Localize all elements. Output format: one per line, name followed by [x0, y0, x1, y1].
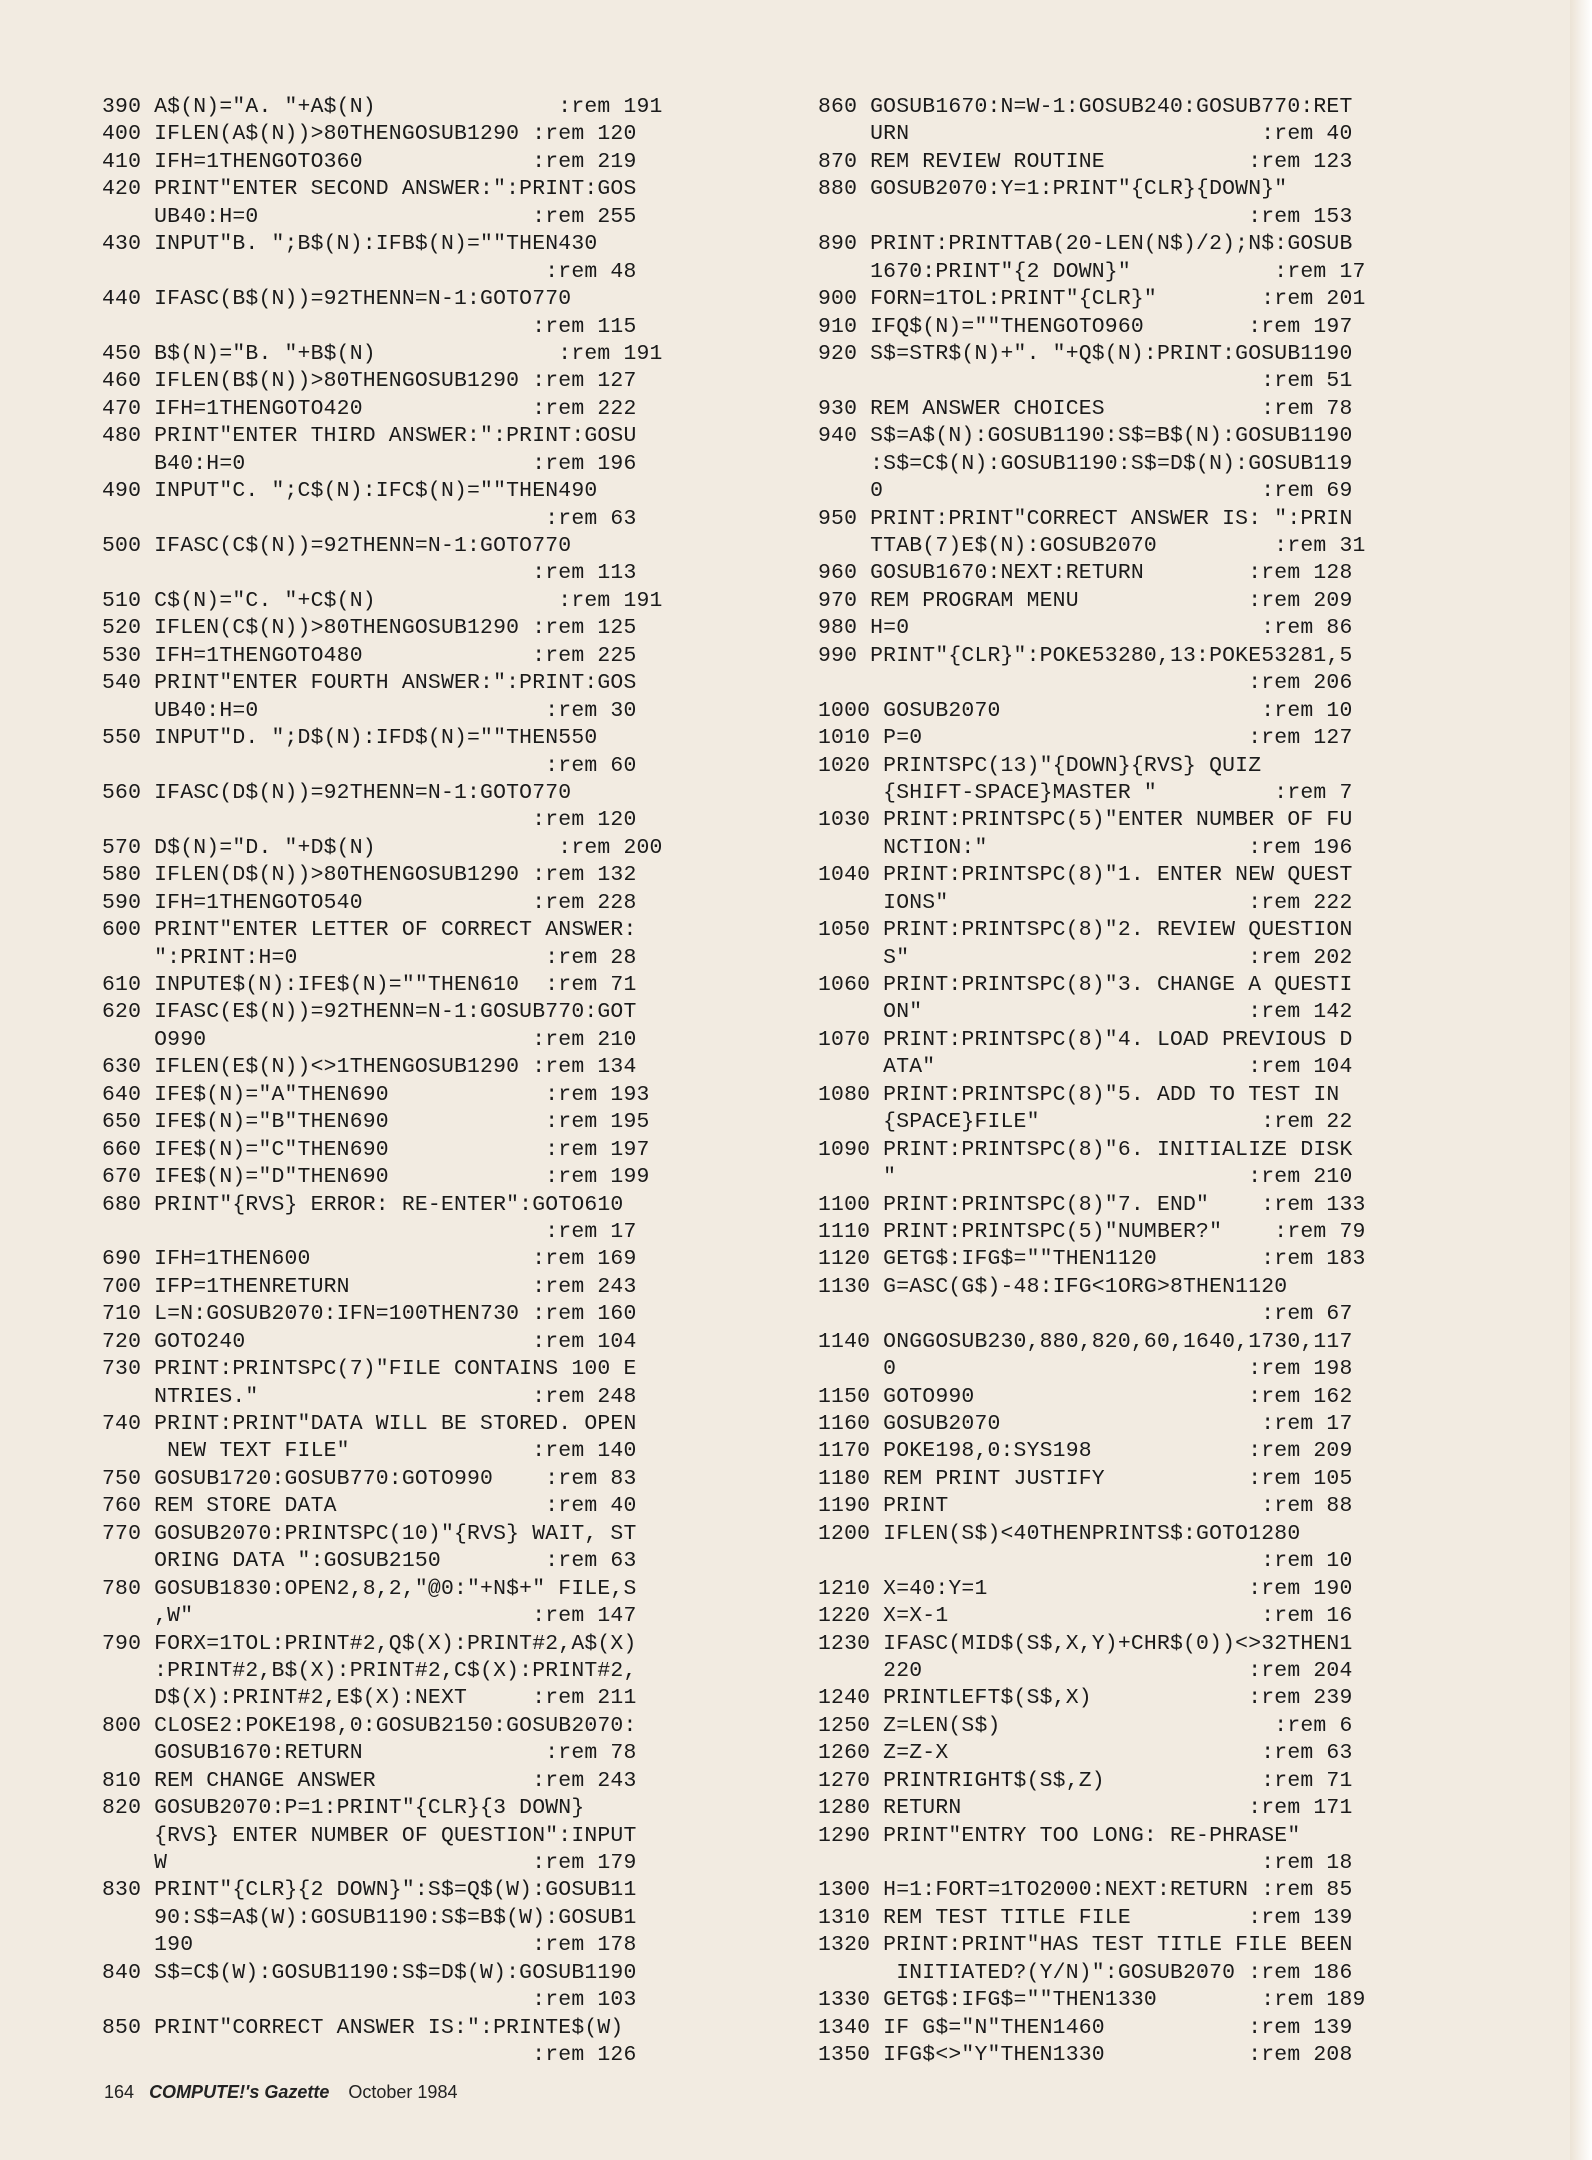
issue-date: October 1984: [348, 2082, 458, 2102]
code-line: :rem 113: [102, 561, 637, 586]
code-line: 1210 X=40:Y=1 :rem 190: [818, 1576, 1353, 1601]
page-number: 164: [104, 2082, 135, 2102]
code-line: :rem 120: [102, 808, 637, 833]
code-line: 540 PRINT"ENTER FOURTH ANSWER:":PRINT:GOS: [102, 671, 637, 696]
code-line: 1170 POKE198,0:SYS198 :rem 209: [818, 1439, 1353, 1464]
code-line: :S$=C$(N):GOSUB1190:S$=D$(N):GOSUB119: [818, 451, 1353, 476]
code-line: 420 PRINT"ENTER SECOND ANSWER:":PRINT:GOS: [102, 177, 637, 202]
code-line: UB40:H=0 :rem 30: [102, 698, 637, 723]
code-line: 970 REM PROGRAM MENU :rem 209: [818, 588, 1353, 613]
code-line: B40:H=0 :rem 196: [102, 451, 637, 476]
code-line: 640 IFE$(N)="A"THEN690 :rem 193: [102, 1082, 650, 1107]
code-line: 90:S$=A$(W):GOSUB1190:S$=B$(W):GOSUB1: [102, 1905, 637, 1930]
code-line: 720 GOTO240 :rem 104: [102, 1329, 637, 1354]
code-line: 1040 PRINT:PRINTSPC(8)"1. ENTER NEW QUEST: [818, 863, 1353, 888]
code-line: {SHIFT-SPACE}MASTER " :rem 7: [818, 780, 1353, 805]
code-line: 780 GOSUB1830:OPEN2,8,2,"@0:"+N$+" FILE,S: [102, 1576, 637, 1601]
code-line: 590 IFH=1THENGOTO540 :rem 228: [102, 890, 637, 915]
code-line: 1260 Z=Z-X :rem 63: [818, 1741, 1353, 1766]
code-line: 800 CLOSE2:POKE198,0:GOSUB2150:GOSUB2070:: [102, 1713, 637, 1738]
code-line: :rem 51: [818, 369, 1353, 394]
code-line: 220 :rem 204: [818, 1658, 1353, 1683]
code-line: :rem 103: [102, 1988, 637, 2013]
code-line: 1250 Z=LEN(S$) :rem 6: [818, 1713, 1353, 1738]
code-line: 410 IFH=1THENGOTO360 :rem 219: [102, 149, 637, 174]
code-line: 620 IFASC(E$(N))=92THENN=N-1:GOSUB770:GOT: [102, 1000, 637, 1025]
page-footer: [104, 2082, 457, 2103]
code-line: 1030 PRINT:PRINTSPC(5)"ENTER NUMBER OF FU: [818, 808, 1353, 833]
code-line: 1140 ONGGOSUB230,880,820,60,1640,1730,117: [818, 1329, 1353, 1354]
page-edge: [1570, 0, 1592, 2160]
code-line: 940 S$=A$(N):GOSUB1190:S$=B$(N):GOSUB1190: [818, 424, 1353, 449]
code-line: INITIATED?(Y/N)":GOSUB2070 :rem 186: [818, 1960, 1353, 1985]
code-line: 460 IFLEN(B$(N))>80THENGOSUB1290 :rem 127: [102, 369, 637, 394]
code-line: 1300 H=1:FORT=1TO2000:NEXT:RETURN :rem 85: [818, 1878, 1353, 1903]
code-line: 1060 PRINT:PRINTSPC(8)"3. CHANGE A QUESTI: [818, 973, 1353, 997]
code-line: TTAB(7)E$(N):GOSUB2070 :rem 31: [818, 534, 1366, 558]
code-line: 1020 PRINTSPC(13)"{DOWN}{RVS} QUIZ: [818, 753, 1262, 778]
code-line: 820 GOSUB2070:P=1:PRINT"{CLR}{3 DOWN}: [102, 1796, 585, 1821]
code-line: :rem 63: [102, 506, 637, 531]
code-line: 1100 PRINT:PRINTSPC(8)"7. END" :rem 133: [818, 1192, 1366, 1217]
code-line: :PRINT#2,B$(X):PRINT#2,C$(X):PRINT#2,: [102, 1658, 637, 1683]
code-line: 690 IFH=1THEN600 :rem 169: [102, 1247, 637, 1272]
code-line: ON" :rem 142: [818, 1000, 1353, 1025]
code-line: 660 IFE$(N)="C"THEN690 :rem 197: [102, 1137, 650, 1162]
code-line: W :rem 179: [102, 1851, 637, 1875]
code-line: 550 INPUT"D. ";D$(N):IFD$(N)=""THEN550: [102, 726, 598, 751]
code-line: D$(X):PRINT#2,E$(X):NEXT :rem 211: [102, 1686, 637, 1711]
code-line: 870 REM REVIEW ROUTINE :rem 123: [818, 149, 1353, 174]
code-line: 1320 PRINT:PRINT"HAS TEST TITLE FILE BEEN: [818, 1933, 1353, 1958]
code-line: 630 IFLEN(E$(N))<>1THENGOSUB1290 :rem 134: [102, 1055, 637, 1080]
code-line: 920 S$=STR$(N)+". "+Q$(N):PRINT:GOSUB1190: [818, 341, 1353, 366]
code-line: 680 PRINT"{RVS} ERROR: RE-ENTER":GOTO610: [102, 1192, 624, 1217]
code-line: GOSUB1670:RETURN :rem 78: [102, 1741, 637, 1766]
code-line: 900 FORN=1TOL:PRINT"{CLR}" :rem 201: [818, 287, 1366, 312]
code-line: 600 PRINT"ENTER LETTER OF CORRECT ANSWER:: [102, 918, 637, 943]
code-line: 1180 REM PRINT JUSTIFY :rem 105: [818, 1466, 1353, 1491]
code-line: 480 PRINT"ENTER THIRD ANSWER:":PRINT:GOSU: [102, 424, 637, 449]
code-line: 1150 GOTO990 :rem 162: [818, 1384, 1353, 1409]
code-line: O990 :rem 210: [102, 1027, 637, 1052]
code-line: 390 A$(N)="A. "+A$(N) :rem 191: [102, 95, 663, 119]
code-line: 1290 PRINT"ENTRY TOO LONG: RE-PHRASE": [818, 1823, 1301, 1848]
code-line: 850 PRINT"CORRECT ANSWER IS:":PRINTE$(W): [102, 2015, 624, 2040]
code-line: 440 IFASC(B$(N))=92THENN=N-1:GOTO770: [102, 287, 572, 312]
code-line: {SPACE}FILE" :rem 22: [818, 1110, 1353, 1135]
code-line: 1280 RETURN :rem 171: [818, 1796, 1353, 1821]
code-line: 830 PRINT"{CLR}{2 DOWN}":S$=Q$(W):GOSUB11: [102, 1878, 637, 1903]
code-line: 190 :rem 178: [102, 1933, 637, 1958]
code-line: 990 PRINT"{CLR}":POKE53280,13:POKE53281,5: [818, 643, 1353, 668]
code-line: 1220 X=X-1 :rem 16: [818, 1604, 1353, 1629]
code-line: :rem 153: [818, 204, 1353, 229]
code-line: 560 IFASC(D$(N))=92THENN=N-1:GOTO770: [102, 780, 572, 805]
code-line: 760 REM STORE DATA :rem 40: [102, 1494, 637, 1519]
code-line: 980 H=0 :rem 86: [818, 616, 1353, 641]
code-line: 490 INPUT"C. ";C$(N):IFC$(N)=""THEN490: [102, 479, 598, 504]
code-line: 1010 P=0 :rem 127: [818, 726, 1353, 751]
code-line: :rem 48: [102, 259, 637, 284]
code-line: 1340 IF G$="N"THEN1460 :rem 139: [818, 2015, 1353, 2040]
code-line: 1350 IFG$<>"Y"THEN1330 :rem 208: [818, 2043, 1353, 2068]
code-line: 1160 GOSUB2070 :rem 17: [818, 1412, 1353, 1436]
code-line: IONS" :rem 222: [818, 890, 1353, 915]
code-line: 750 GOSUB1720:GOSUB770:GOTO990 :rem 83: [102, 1466, 637, 1491]
code-line: 910 IFQ$(N)=""THENGOTO960 :rem 197: [818, 314, 1353, 339]
code-line: 510 C$(N)="C. "+C$(N) :rem 191: [102, 588, 663, 613]
code-line: 860 GOSUB1670:N=W-1:GOSUB240:GOSUB770:RET: [818, 95, 1353, 119]
code-line: 1330 GETG$:IFG$=""THEN1330 :rem 189: [818, 1988, 1366, 2013]
code-line: :rem 115: [102, 314, 637, 339]
code-line: 1110 PRINT:PRINTSPC(5)"NUMBER?" :rem 79: [818, 1219, 1366, 1244]
code-line: UB40:H=0 :rem 255: [102, 204, 637, 229]
code-line: 1070 PRINT:PRINTSPC(8)"4. LOAD PREVIOUS D: [818, 1027, 1353, 1052]
code-line: " :rem 210: [818, 1165, 1353, 1190]
code-line: :rem 17: [102, 1219, 637, 1244]
code-line: 1270 PRINTRIGHT$(S$,Z) :rem 71: [818, 1768, 1353, 1793]
code-line: 840 S$=C$(W):GOSUB1190:S$=D$(W):GOSUB1190: [102, 1960, 637, 1985]
code-line: 670 IFE$(N)="D"THEN690 :rem 199: [102, 1165, 650, 1190]
code-line: 530 IFH=1THENGOTO480 :rem 225: [102, 643, 637, 668]
code-line: 890 PRINT:PRINTTAB(20-LEN(N$)/2);N$:GOSUB: [818, 232, 1353, 257]
code-line: 950 PRINT:PRINT"CORRECT ANSWER IS: ":PRIN: [818, 506, 1353, 531]
code-line: 400 IFLEN(A$(N))>80THENGOSUB1290 :rem 120: [102, 122, 637, 147]
code-line: 1090 PRINT:PRINTSPC(8)"6. INITIALIZE DISK: [818, 1137, 1353, 1162]
code-line: :rem 126: [102, 2043, 637, 2068]
code-line: 500 IFASC(C$(N))=92THENN=N-1:GOTO770: [102, 534, 572, 558]
code-line: 1200 IFLEN(S$)<40THENPRINTS$:GOTO1280: [818, 1521, 1301, 1546]
code-line: 790 FORX=1TOL:PRINT#2,Q$(X):PRINT#2,A$(X): [102, 1631, 637, 1656]
code-line: 610 INPUTE$(N):IFE$(N)=""THEN610 :rem 71: [102, 973, 637, 997]
code-line: URN :rem 40: [818, 122, 1353, 147]
code-line: 570 D$(N)="D. "+D$(N) :rem 200: [102, 835, 663, 860]
code-line: 430 INPUT"B. ";B$(N):IFB$(N)=""THEN430: [102, 232, 598, 257]
code-line: 1080 PRINT:PRINTSPC(8)"5. ADD TO TEST IN: [818, 1082, 1340, 1107]
code-line: 1000 GOSUB2070 :rem 10: [818, 698, 1353, 723]
code-line: ATA" :rem 104: [818, 1055, 1353, 1080]
code-line: 740 PRINT:PRINT"DATA WILL BE STORED. OPEN: [102, 1412, 637, 1436]
code-line: 1130 G=ASC(G$)-48:IFG<1ORG>8THEN1120: [818, 1274, 1288, 1299]
code-line: 1230 IFASC(MID$(S$,X,Y)+CHR$(0))<>32THEN1: [818, 1631, 1353, 1656]
listing-right-column: [818, 94, 1498, 2070]
code-line: 880 GOSUB2070:Y=1:PRINT"{CLR}{DOWN}": [818, 177, 1288, 202]
code-line: :rem 60: [102, 753, 637, 778]
code-line: 1190 PRINT :rem 88: [818, 1494, 1353, 1519]
code-line: NEW TEXT FILE" :rem 140: [102, 1439, 637, 1464]
code-line: 770 GOSUB2070:PRINTSPC(10)"{RVS} WAIT, ST: [102, 1521, 637, 1546]
code-line: 700 IFP=1THENRETURN :rem 243: [102, 1274, 637, 1299]
code-line: NTRIES." :rem 248: [102, 1384, 637, 1409]
code-line: 730 PRINT:PRINTSPC(7)"FILE CONTAINS 100 E: [102, 1357, 637, 1382]
code-line: {RVS} ENTER NUMBER OF QUESTION":INPUT: [102, 1823, 637, 1848]
code-line: 1120 GETG$:IFG$=""THEN1120 :rem 183: [818, 1247, 1366, 1272]
code-line: 710 L=N:GOSUB2070:IFN=100THEN730 :rem 160: [102, 1302, 637, 1327]
code-line: 0 :rem 69: [818, 479, 1353, 504]
code-line: 650 IFE$(N)="B"THEN690 :rem 195: [102, 1110, 650, 1135]
code-line: 810 REM CHANGE ANSWER :rem 243: [102, 1768, 637, 1793]
code-line: 960 GOSUB1670:NEXT:RETURN :rem 128: [818, 561, 1353, 586]
code-line: NCTION:" :rem 196: [818, 835, 1353, 860]
code-line: 580 IFLEN(D$(N))>80THENGOSUB1290 :rem 132: [102, 863, 637, 888]
listing-left-column: [102, 94, 772, 2070]
code-line: 0 :rem 198: [818, 1357, 1353, 1382]
code-line: :rem 10: [818, 1549, 1353, 1574]
magazine-title: COMPUTE!'s Gazette: [149, 2082, 330, 2102]
code-line: 1050 PRINT:PRINTSPC(8)"2. REVIEW QUESTION: [818, 918, 1353, 943]
code-line: :rem 67: [818, 1302, 1353, 1327]
code-line: :rem 18: [818, 1851, 1353, 1875]
code-line: :rem 206: [818, 671, 1353, 696]
code-line: 450 B$(N)="B. "+B$(N) :rem 191: [102, 341, 663, 366]
code-line: 520 IFLEN(C$(N))>80THENGOSUB1290 :rem 125: [102, 616, 637, 641]
code-line: 1240 PRINTLEFT$(S$,X) :rem 239: [818, 1686, 1353, 1711]
code-line: 1310 REM TEST TITLE FILE :rem 139: [818, 1905, 1353, 1930]
code-line: S" :rem 202: [818, 945, 1353, 970]
code-line: ORING DATA ":GOSUB2150 :rem 63: [102, 1549, 637, 1574]
code-line: 1670:PRINT"{2 DOWN}" :rem 17: [818, 259, 1366, 284]
code-line: ":PRINT:H=0 :rem 28: [102, 945, 637, 970]
code-line: ,W" :rem 147: [102, 1604, 637, 1629]
code-line: 930 REM ANSWER CHOICES :rem 78: [818, 396, 1353, 421]
code-line: 470 IFH=1THENGOTO420 :rem 222: [102, 396, 637, 421]
